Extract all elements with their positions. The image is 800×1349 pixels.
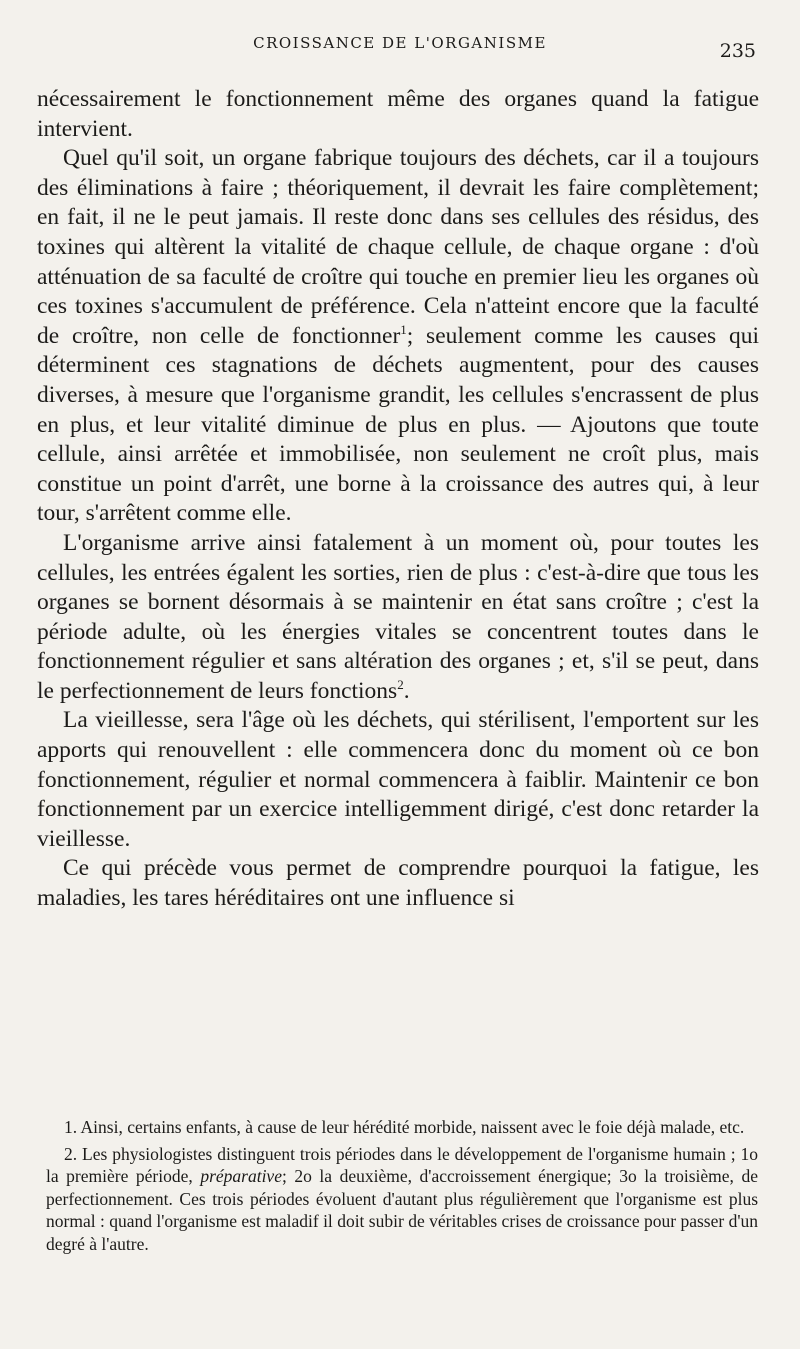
footnote-emphasis: préparative <box>200 1166 282 1186</box>
body-text <box>37 85 759 914</box>
paragraph <box>37 144 759 529</box>
paragraph-text: . <box>403 677 410 704</box>
footnotes <box>46 1116 758 1259</box>
running-head: CROISSANCE DE L'ORGANISME <box>253 34 547 52</box>
page-number: 235 <box>719 40 756 62</box>
footnote-ref-1: 1 <box>400 321 407 337</box>
paragraph-text: ; seulement comme les causes qui déterminent ces stagnations de déchets augmentent, pour des causes diverses, à mesure que l'organisme grandit, les cellules s'encrassent de plus en plus, et leur vitalité diminue de plus en plus. — Ajoutons que toute cellule, ainsi arrêtée et immobilisée, non seulement ne croît plus, mais constitue un point d'arrêt, une borne à la croissance des autres qui, à leur tour, s'arrêtent comme elle. <box>37 322 759 527</box>
paragraph-text: L'organisme arrive ainsi fatalement à un moment où, pour toutes les cellules, les entrées égalent les sorties, rien de plus : c'est-à-dire que tous les organes se bornent désormais à se maintenir en état sans croître ; c'est la période adulte, où les énergies vitales se concentrent toutes dans le fonctionnement régulier et sans altération des organes ; et, s'il se peut, dans le perfectionnement de leurs fonctions <box>37 529 759 704</box>
footnote-text: ; 2o la deuxième, d'accroissement énergique; 3o la troisième, de perfectionnement. Ces trois périodes évoluent d'autant plus régulièrement que l'organisme est plus normal : quand l'organisme est maladif il doit subir de véritables crises de croissance pour passer d'un degré à l'autre. <box>46 1166 758 1254</box>
footnote-ref-2: 2 <box>397 677 404 693</box>
page-header <box>0 34 800 64</box>
paragraph-text: Quel qu'il soit, un organe fabrique toujours des déchets, car il a toujours des éliminations à faire ; théoriquement, il devrait les faire complètement; en fait, il ne le peut jamais. Il reste donc dans ses cellules des résidus, des toxines qui altèrent la vitalité de chaque cellule, de chaque organe : d'où atténuation de sa faculté de croître qui touche en premier lieu les organes où ces toxines s'accumulent de préférence. Cela n'atteint encore que la faculté de croître, non celle de fonctionner <box>37 145 759 349</box>
paragraph-continued: nécessairement le fonctionnement même des organes quand la fatigue intervient. <box>37 86 759 142</box>
footnote-1: 1. Ainsi, certains enfants, à cause de leur hérédité morbide, naissent avec le foie déjà malade, etc. <box>64 1117 745 1137</box>
footnote-2 <box>46 1143 758 1256</box>
paragraph: Ce qui précède vous permet de comprendre pourquoi la fatigue, les maladies, les tares héréditaires ont une influence si <box>37 855 759 912</box>
paragraph: La vieillesse, sera l'âge où les déchets, qui stérilisent, l'emportent sur les apports qui renouvellent : elle commencera donc du moment où ce bon fonctionnement, régulier et normal commencera à faiblir. Maintenir ce bon fonctionnement par un exercice intelligemment dirigé, c'est donc retarder la vieillesse. <box>37 707 759 852</box>
paragraph <box>37 529 759 707</box>
footnote-text: 2. Les physiologistes distinguent trois périodes dans le développement de l'organisme humain ; 1o la première période, <box>46 1143 758 1186</box>
